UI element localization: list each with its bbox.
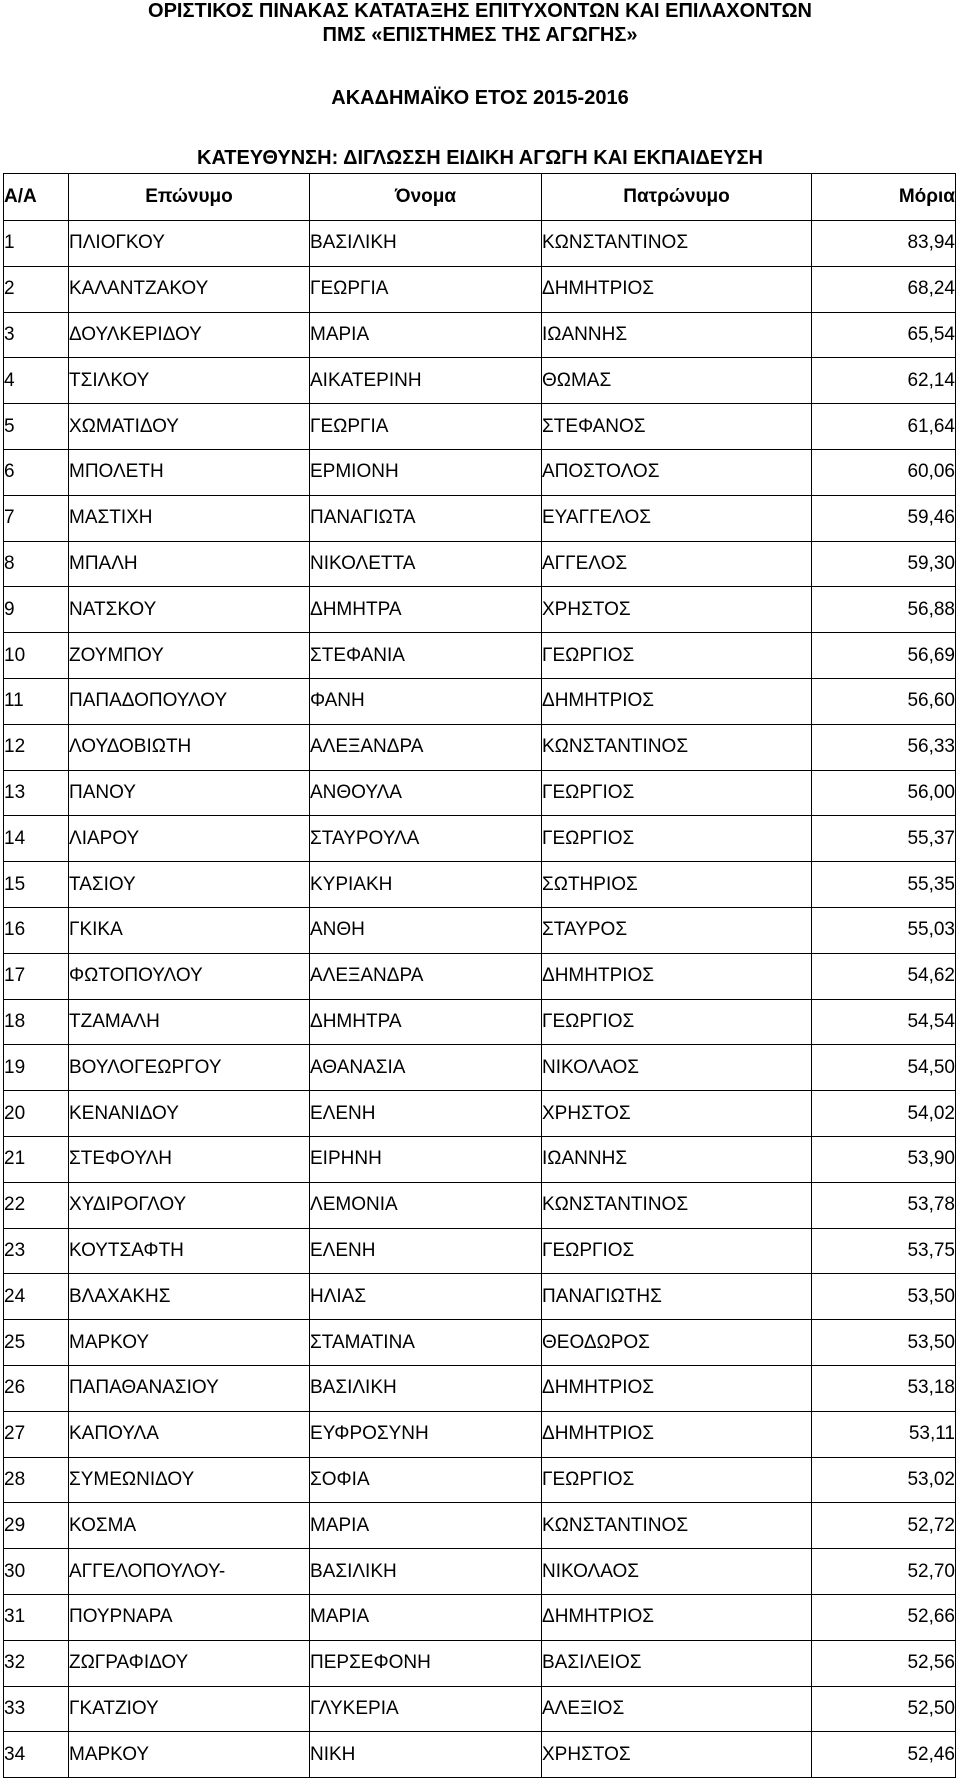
- first-name-cell: ΛΕΜΟΝΙΑ: [310, 1182, 542, 1228]
- first-name-cell: ΜΑΡΙΑ: [310, 1594, 542, 1640]
- first-name-cell: ΗΛΙΑΣ: [310, 1274, 542, 1320]
- table-row: [4, 1503, 956, 1549]
- surname-cell: ΛΙΑΡΟΥ: [69, 816, 310, 862]
- points-cell: 52,56: [812, 1640, 956, 1686]
- first-name-cell: ΑΙΚΑΤΕΡΙΝΗ: [310, 358, 542, 404]
- points-cell: 53,18: [812, 1365, 956, 1411]
- patronymic-cell: ΚΩΝΣΤΑΝΤΙΝΟΣ: [542, 1182, 812, 1228]
- patronymic-cell: ΙΩΑΝΝΗΣ: [542, 312, 812, 358]
- row-number-cell: 9: [4, 587, 69, 633]
- patronymic-cell: ΘΩΜΑΣ: [542, 358, 812, 404]
- column-header-points: Μόρια: [812, 174, 956, 221]
- first-name-cell: ΓΕΩΡΓΙΑ: [310, 404, 542, 450]
- surname-cell: ΚΕΝΑΝΙΔΟΥ: [69, 1091, 310, 1137]
- points-cell: 55,37: [812, 816, 956, 862]
- surname-cell: ΛΟΥΔΟΒΙΩΤΗ: [69, 724, 310, 770]
- points-cell: 65,54: [812, 312, 956, 358]
- points-cell: 59,30: [812, 541, 956, 587]
- surname-cell: ΝΑΤΣΚΟΥ: [69, 587, 310, 633]
- first-name-cell: ΑΝΘΟΥΛΑ: [310, 770, 542, 816]
- points-cell: 54,50: [812, 1045, 956, 1091]
- points-cell: 56,88: [812, 587, 956, 633]
- row-number-cell: 4: [4, 358, 69, 404]
- patronymic-cell: ΣΩΤΗΡΙΟΣ: [542, 862, 812, 908]
- patronymic-cell: ΔΗΜΗΤΡΙΟΣ: [542, 266, 812, 312]
- points-cell: 59,46: [812, 495, 956, 541]
- surname-cell: ΤΑΣΙΟΥ: [69, 862, 310, 908]
- points-cell: 53,50: [812, 1320, 956, 1366]
- patronymic-cell: ΓΕΩΡΓΙΟΣ: [542, 1228, 812, 1274]
- table-row: [4, 1274, 956, 1320]
- row-number-cell: 17: [4, 953, 69, 999]
- table-row: [4, 587, 956, 633]
- row-number-cell: 28: [4, 1457, 69, 1503]
- surname-cell: ΠΑΠΑΔΟΠΟΥΛΟΥ: [69, 678, 310, 724]
- surname-cell: ΜΠΟΛΕΤΗ: [69, 449, 310, 495]
- points-cell: 55,03: [812, 907, 956, 953]
- column-header-name: Όνομα: [310, 174, 542, 221]
- patronymic-cell: ΓΕΩΡΓΙΟΣ: [542, 999, 812, 1045]
- surname-cell: ΠΛΙΟΓΚΟΥ: [69, 221, 310, 267]
- surname-cell: ΧΩΜΑΤΙΔΟΥ: [69, 404, 310, 450]
- points-cell: 52,46: [812, 1732, 956, 1778]
- first-name-cell: ΓΛΥΚΕΡΙΑ: [310, 1686, 542, 1732]
- surname-cell: ΖΩΓΡΑΦΙΔΟΥ: [69, 1640, 310, 1686]
- surname-cell: ΧΥΔΙΡΟΓΛΟΥ: [69, 1182, 310, 1228]
- points-cell: 52,72: [812, 1503, 956, 1549]
- table-row: [4, 1320, 956, 1366]
- row-number-cell: 34: [4, 1732, 69, 1778]
- table-row: [4, 770, 956, 816]
- surname-cell: ΠΟΥΡΝΑΡΑ: [69, 1594, 310, 1640]
- points-cell: 53,11: [812, 1411, 956, 1457]
- table-row: [4, 312, 956, 358]
- points-cell: 55,35: [812, 862, 956, 908]
- row-number-cell: 31: [4, 1594, 69, 1640]
- table-row: [4, 358, 956, 404]
- points-cell: 53,78: [812, 1182, 956, 1228]
- first-name-cell: ΣΟΦΙΑ: [310, 1457, 542, 1503]
- first-name-cell: ΣΤΕΦΑΝΙΑ: [310, 633, 542, 679]
- table-row: [4, 678, 956, 724]
- first-name-cell: ΜΑΡΙΑ: [310, 312, 542, 358]
- first-name-cell: ΔΗΜΗΤΡΑ: [310, 587, 542, 633]
- surname-cell: ΑΓΓΕΛΟΠΟΥΛΟΥ-: [69, 1549, 310, 1595]
- patronymic-cell: ΧΡΗΣΤΟΣ: [542, 587, 812, 633]
- patronymic-cell: ΓΕΩΡΓΙΟΣ: [542, 1457, 812, 1503]
- first-name-cell: ΒΑΣΙΛΙΚΗ: [310, 1549, 542, 1595]
- first-name-cell: ΒΑΣΙΛΙΚΗ: [310, 221, 542, 267]
- first-name-cell: ΑΛΕΞΑΝΔΡΑ: [310, 953, 542, 999]
- points-cell: 54,54: [812, 999, 956, 1045]
- table-row: [4, 541, 956, 587]
- row-number-cell: 23: [4, 1228, 69, 1274]
- points-cell: 56,00: [812, 770, 956, 816]
- first-name-cell: ΒΑΣΙΛΙΚΗ: [310, 1365, 542, 1411]
- patronymic-cell: ΚΩΝΣΤΑΝΤΙΝΟΣ: [542, 724, 812, 770]
- row-number-cell: 20: [4, 1091, 69, 1137]
- first-name-cell: ΠΑΝΑΓΙΩΤΑ: [310, 495, 542, 541]
- row-number-cell: 30: [4, 1549, 69, 1595]
- surname-cell: ΚΑΛΑΝΤΖΑΚΟΥ: [69, 266, 310, 312]
- row-number-cell: 19: [4, 1045, 69, 1091]
- points-cell: 83,94: [812, 221, 956, 267]
- direction-title: ΚΑΤΕΥΘΥΝΣΗ: ΔΙΓΛΩΣΣΗ ΕΙΔΙΚΗ ΑΓΩΓΗ ΚΑΙ ΕΚΠΑΙΔΕΥΣΗ: [197, 147, 763, 169]
- row-number-cell: 27: [4, 1411, 69, 1457]
- surname-cell: ΚΟΣΜΑ: [69, 1503, 310, 1549]
- patronymic-cell: ΔΗΜΗΤΡΙΟΣ: [542, 678, 812, 724]
- program-title: ΠΜΣ «ΕΠΙΣΤΗΜΕΣ ΤΗΣ ΑΓΩΓΗΣ»: [322, 24, 638, 46]
- table-row: [4, 1136, 956, 1182]
- academic-year: ΑΚΑΔΗΜΑΪΚΟ ΕΤΟΣ 2015-2016: [331, 87, 629, 109]
- table-row: [4, 907, 956, 953]
- column-header-aa: Α/Α: [4, 174, 69, 221]
- first-name-cell: ΝΙΚΟΛΕΤΤΑ: [310, 541, 542, 587]
- points-cell: 56,33: [812, 724, 956, 770]
- patronymic-cell: ΚΩΝΣΤΑΝΤΙΝΟΣ: [542, 221, 812, 267]
- points-cell: 56,60: [812, 678, 956, 724]
- table-row: [4, 1182, 956, 1228]
- first-name-cell: ΚΥΡΙΑΚΗ: [310, 862, 542, 908]
- surname-cell: ΤΣΙΛΚΟΥ: [69, 358, 310, 404]
- row-number-cell: 22: [4, 1182, 69, 1228]
- table-row: [4, 1732, 956, 1778]
- surname-cell: ΓΚΙΚΑ: [69, 907, 310, 953]
- table-row: [4, 1365, 956, 1411]
- patronymic-cell: ΧΡΗΣΤΟΣ: [542, 1091, 812, 1137]
- patronymic-cell: ΓΕΩΡΓΙΟΣ: [542, 816, 812, 862]
- points-cell: 56,69: [812, 633, 956, 679]
- table-row: [4, 724, 956, 770]
- surname-cell: ΚΟΥΤΣΑΦΤΗ: [69, 1228, 310, 1274]
- first-name-cell: ΣΤΑΥΡΟΥΛΑ: [310, 816, 542, 862]
- patronymic-cell: ΕΥΑΓΓΕΛΟΣ: [542, 495, 812, 541]
- points-cell: 53,02: [812, 1457, 956, 1503]
- surname-cell: ΜΑΡΚΟΥ: [69, 1732, 310, 1778]
- column-header-surname: Επώνυμο: [69, 174, 310, 221]
- document-title: ΟΡΙΣΤΙΚΟΣ ΠΙΝΑΚΑΣ ΚΑΤΑΤΑΞΗΣ ΕΠΙΤΥΧΟΝΤΩΝ ΚΑΙ ΕΠΙΛΑΧΟΝΤΩΝ: [148, 0, 812, 22]
- surname-cell: ΦΩΤΟΠΟΥΛΟΥ: [69, 953, 310, 999]
- first-name-cell: ΜΑΡΙΑ: [310, 1503, 542, 1549]
- surname-cell: ΠΑΝΟΥ: [69, 770, 310, 816]
- row-number-cell: 21: [4, 1136, 69, 1182]
- first-name-cell: ΕΛΕΝΗ: [310, 1228, 542, 1274]
- patronymic-cell: ΔΗΜΗΤΡΙΟΣ: [542, 1411, 812, 1457]
- patronymic-cell: ΠΑΝΑΓΙΩΤΗΣ: [542, 1274, 812, 1320]
- surname-cell: ΠΑΠΑΘΑΝΑΣΙΟΥ: [69, 1365, 310, 1411]
- row-number-cell: 24: [4, 1274, 69, 1320]
- row-number-cell: 3: [4, 312, 69, 358]
- column-header-patronymic: Πατρώνυμο: [542, 174, 812, 221]
- row-number-cell: 6: [4, 449, 69, 495]
- first-name-cell: ΝΙΚΗ: [310, 1732, 542, 1778]
- first-name-cell: ΕΙΡΗΝΗ: [310, 1136, 542, 1182]
- table-row: [4, 266, 956, 312]
- row-number-cell: 29: [4, 1503, 69, 1549]
- patronymic-cell: ΘΕΟΔΩΡΟΣ: [542, 1320, 812, 1366]
- patronymic-cell: ΑΛΕΞΙΟΣ: [542, 1686, 812, 1732]
- row-number-cell: 15: [4, 862, 69, 908]
- patronymic-cell: ΓΕΩΡΓΙΟΣ: [542, 633, 812, 679]
- surname-cell: ΣΥΜΕΩΝΙΔΟΥ: [69, 1457, 310, 1503]
- patronymic-cell: ΔΗΜΗΤΡΙΟΣ: [542, 1594, 812, 1640]
- patronymic-cell: ΝΙΚΟΛΑΟΣ: [542, 1549, 812, 1595]
- points-cell: 52,66: [812, 1594, 956, 1640]
- patronymic-cell: ΓΕΩΡΓΙΟΣ: [542, 770, 812, 816]
- patronymic-cell: ΒΑΣΙΛΕΙΟΣ: [542, 1640, 812, 1686]
- row-number-cell: 1: [4, 221, 69, 267]
- first-name-cell: ΕΥΦΡΟΣΥΝΗ: [310, 1411, 542, 1457]
- table-row: [4, 221, 956, 267]
- table-row: [4, 633, 956, 679]
- table-row: [4, 404, 956, 450]
- surname-cell: ΔΟΥΛΚΕΡΙΔΟΥ: [69, 312, 310, 358]
- patronymic-cell: ΧΡΗΣΤΟΣ: [542, 1732, 812, 1778]
- points-cell: 68,24: [812, 266, 956, 312]
- first-name-cell: ΠΕΡΣΕΦΟΝΗ: [310, 1640, 542, 1686]
- points-cell: 53,50: [812, 1274, 956, 1320]
- row-number-cell: 7: [4, 495, 69, 541]
- surname-cell: ΖΟΥΜΠΟΥ: [69, 633, 310, 679]
- surname-cell: ΣΤΕΦΟΥΛΗ: [69, 1136, 310, 1182]
- points-cell: 52,50: [812, 1686, 956, 1732]
- points-cell: 61,64: [812, 404, 956, 450]
- surname-cell: ΜΑΡΚΟΥ: [69, 1320, 310, 1366]
- row-number-cell: 12: [4, 724, 69, 770]
- table-row: [4, 816, 956, 862]
- surname-cell: ΤΖΑΜΑΛΗ: [69, 999, 310, 1045]
- first-name-cell: ΕΛΕΝΗ: [310, 1091, 542, 1137]
- patronymic-cell: ΑΓΓΕΛΟΣ: [542, 541, 812, 587]
- patronymic-cell: ΑΠΟΣΤΟΛΟΣ: [542, 449, 812, 495]
- row-number-cell: 10: [4, 633, 69, 679]
- row-number-cell: 2: [4, 266, 69, 312]
- row-number-cell: 14: [4, 816, 69, 862]
- surname-cell: ΒΛΑΧΑΚΗΣ: [69, 1274, 310, 1320]
- points-cell: 54,02: [812, 1091, 956, 1137]
- row-number-cell: 16: [4, 907, 69, 953]
- patronymic-cell: ΚΩΝΣΤΑΝΤΙΝΟΣ: [542, 1503, 812, 1549]
- table-row: [4, 1091, 956, 1137]
- first-name-cell: ΑΘΑΝΑΣΙΑ: [310, 1045, 542, 1091]
- first-name-cell: ΓΕΩΡΓΙΑ: [310, 266, 542, 312]
- first-name-cell: ΕΡΜΙΟΝΗ: [310, 449, 542, 495]
- first-name-cell: ΣΤΑΜΑΤΙΝΑ: [310, 1320, 542, 1366]
- table-row: [4, 862, 956, 908]
- row-number-cell: 33: [4, 1686, 69, 1732]
- first-name-cell: ΔΗΜΗΤΡΑ: [310, 999, 542, 1045]
- table-row: [4, 1686, 956, 1732]
- table-row: [4, 1594, 956, 1640]
- row-number-cell: 8: [4, 541, 69, 587]
- table-row: [4, 1640, 956, 1686]
- patronymic-cell: ΔΗΜΗΤΡΙΟΣ: [542, 1365, 812, 1411]
- first-name-cell: ΦΑΝΗ: [310, 678, 542, 724]
- row-number-cell: 11: [4, 678, 69, 724]
- table-row: [4, 999, 956, 1045]
- table-body: [4, 221, 956, 1778]
- table-row: [4, 449, 956, 495]
- points-cell: 54,62: [812, 953, 956, 999]
- points-cell: 52,70: [812, 1549, 956, 1595]
- patronymic-cell: ΣΤΑΥΡΟΣ: [542, 907, 812, 953]
- patronymic-cell: ΝΙΚΟΛΑΟΣ: [542, 1045, 812, 1091]
- patronymic-cell: ΣΤΕΦΑΝΟΣ: [542, 404, 812, 450]
- surname-cell: ΜΑΣΤΙΧΗ: [69, 495, 310, 541]
- row-number-cell: 32: [4, 1640, 69, 1686]
- table-row: [4, 1549, 956, 1595]
- row-number-cell: 25: [4, 1320, 69, 1366]
- table-row: [4, 953, 956, 999]
- points-cell: 53,75: [812, 1228, 956, 1274]
- patronymic-cell: ΔΗΜΗΤΡΙΟΣ: [542, 953, 812, 999]
- surname-cell: ΜΠΑΛΗ: [69, 541, 310, 587]
- table-row: [4, 495, 956, 541]
- patronymic-cell: ΙΩΑΝΝΗΣ: [542, 1136, 812, 1182]
- points-cell: 53,90: [812, 1136, 956, 1182]
- table-row: [4, 1457, 956, 1503]
- table-row: [4, 1228, 956, 1274]
- table-row: [4, 1411, 956, 1457]
- table-row: [4, 1045, 956, 1091]
- ranking-table: [3, 173, 956, 1778]
- first-name-cell: ΑΛΕΞΑΝΔΡΑ: [310, 724, 542, 770]
- row-number-cell: 26: [4, 1365, 69, 1411]
- row-number-cell: 5: [4, 404, 69, 450]
- points-cell: 62,14: [812, 358, 956, 404]
- points-cell: 60,06: [812, 449, 956, 495]
- row-number-cell: 18: [4, 999, 69, 1045]
- surname-cell: ΓΚΑΤΖΙΟΥ: [69, 1686, 310, 1732]
- surname-cell: ΚΑΠΟΥΛΑ: [69, 1411, 310, 1457]
- row-number-cell: 13: [4, 770, 69, 816]
- first-name-cell: ΑΝΘΗ: [310, 907, 542, 953]
- surname-cell: ΒΟΥΛΟΓΕΩΡΓΟΥ: [69, 1045, 310, 1091]
- table-header-row: [4, 174, 956, 221]
